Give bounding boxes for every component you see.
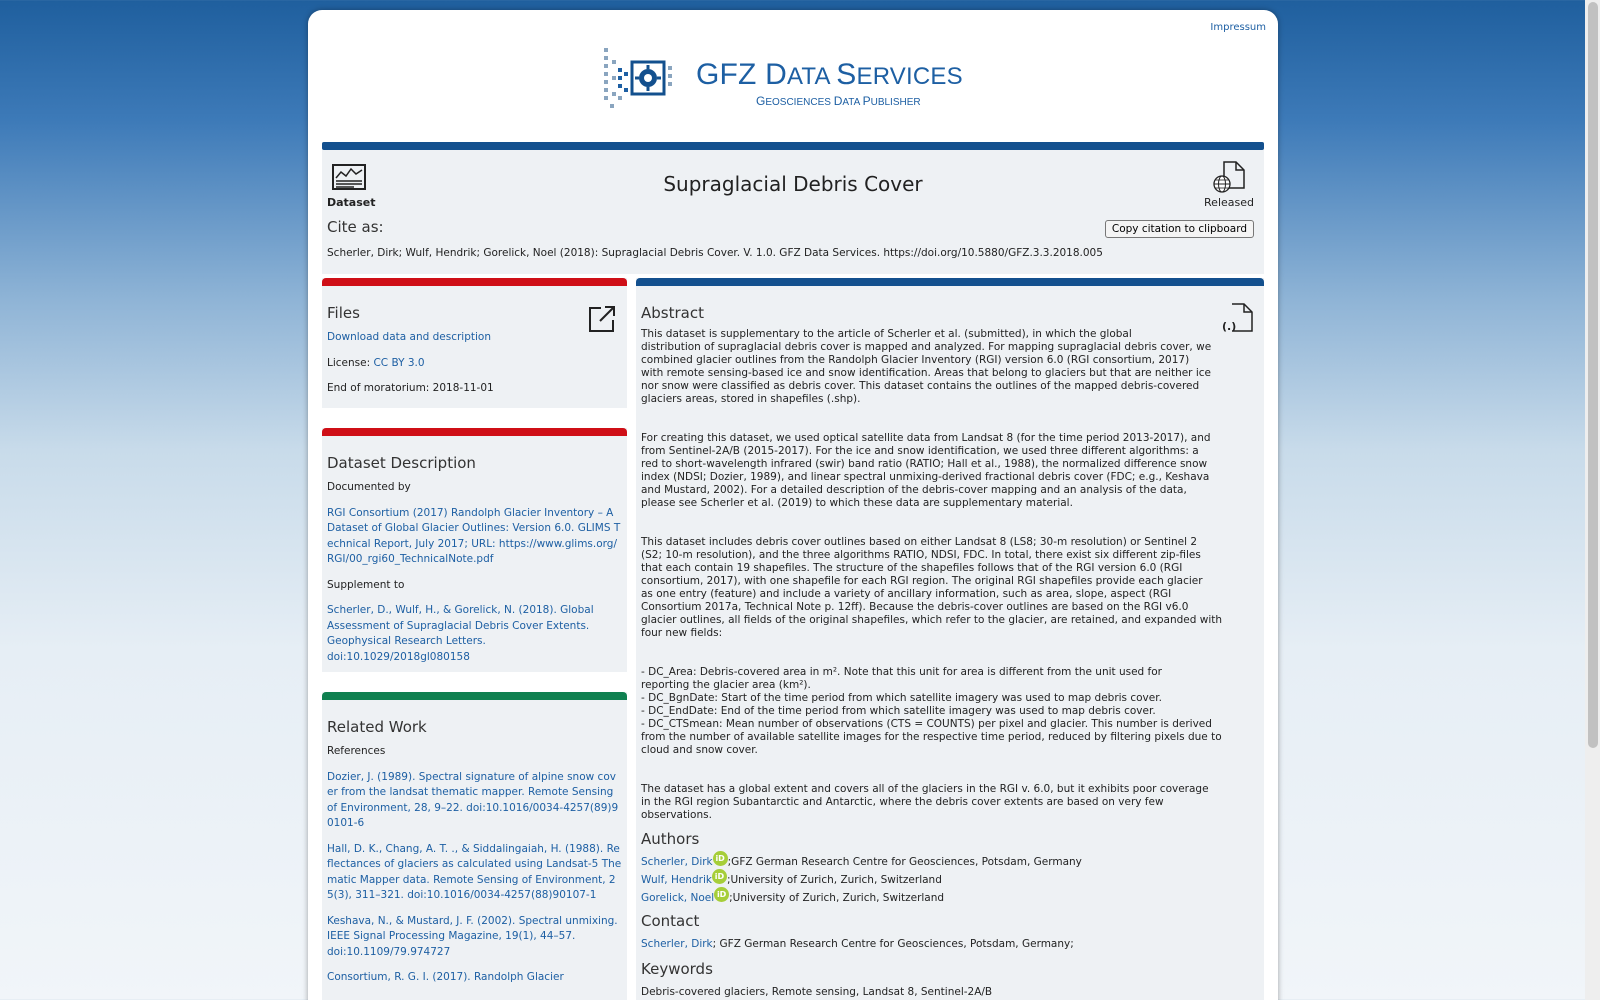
release-status: Released — [1204, 196, 1254, 209]
contact-name[interactable]: Scherler, Dirk — [641, 938, 713, 950]
orcid-icon[interactable]: iD — [714, 887, 729, 902]
cite-as-label: Cite as: — [327, 218, 384, 236]
files-bar — [322, 278, 627, 286]
license-link[interactable]: CC BY 3.0 — [373, 356, 425, 369]
impressum-link[interactable]: Impressum — [1210, 22, 1266, 33]
description-bar — [322, 428, 627, 436]
orcid-icon[interactable]: iD — [712, 869, 727, 884]
abstract-body — [641, 328, 1254, 822]
scrollbar-thumb[interactable] — [1588, 2, 1598, 748]
logo-mark-icon — [604, 46, 694, 112]
author-affiliation: ;University of Zurich, Zurich, Switzerland — [726, 874, 942, 886]
files-panel — [322, 278, 627, 408]
files-title: Files — [327, 304, 360, 322]
license-label: License: — [327, 356, 374, 369]
copy-citation-button[interactable]: Copy citation to clipboard — [1105, 220, 1254, 238]
contact-row — [641, 938, 1264, 950]
author-row — [641, 892, 1264, 904]
dataset-description-panel — [322, 428, 627, 672]
dataset-type-label: Dataset — [327, 196, 376, 209]
author-row — [641, 874, 1264, 886]
reference-item[interactable]: Hall, D. K., Chang, A. T. ., & Siddalingaiah, H. (1988). Reflectances of glaciers as calculated using Landsat-5 Thematic Mapper data. Remote Sensing of Environment, 25(3), 311–321. doi:10.1016/0034-4257(88)90107-1 — [327, 842, 622, 901]
logo-title: GFZ DATA SERVICES — [696, 58, 963, 91]
abstract-paragraph: This dataset includes debris cover outlines based on either Landsat 8 (LS8; 30-m resolution) or Sentinel 2 (S2; 10-m resolution), and the three algorithms RATIO, NDSI, FDC. In total, there exist six different zip-files that each contain 19 shapefiles. The structure of the shapefiles follows that of the RGI version 6.0 (RGI consortium, 2017), with one shapefile for each RGI region. The original RGI shapefiles provide each glacier as one entry (feature) and include a variety of ancillary information, such as area, slope, aspect (RGI Consortium 2017a, Technical Note p. 12ff). Because the debris-cover outlines are based on the RGI v6.0 glacier outlines, all fields of the original shapefiles, which refer to the glacier, are retained, and expanded with four new fields: — [641, 536, 1223, 639]
orcid-icon[interactable]: iD — [713, 851, 728, 866]
abstract-title: Abstract — [641, 304, 704, 322]
reference-item[interactable]: Keshava, N., & Mustard, J. F. (2002). Spectral unmixing. IEEE Signal Processing Magazine, 19(1), 44–57. doi:10.1109/79.974727 — [327, 914, 618, 958]
keywords-title: Keywords — [641, 960, 713, 978]
contact-title: Contact — [641, 912, 700, 930]
supplement-reference[interactable]: Scherler, D., Wulf, H., & Gorelick, N. (2018). Global Assessment of Supraglacial Debris Cover Extents. Geophysical Research Letters. doi:10.1029/2018gl080158 — [327, 604, 594, 663]
author-row — [641, 856, 1264, 868]
reference-item[interactable]: Dozier, J. (1989). Spectral signature of alpine snow cover from the landsat thematic mapper. Remote Sensing of Environment, 28, 9–22. doi:10.1016/0034-4257(89)90101-6 — [327, 770, 619, 829]
external-link-icon[interactable] — [587, 304, 617, 334]
header-bar — [322, 142, 1264, 150]
abstract-paragraph: The dataset has a global extent and covers all of the glaciers in the RGI v. 6.0, but it exhibits poor coverage in the RGI region Subantarctic and Antarctic, where the debris cover extents are based on very few observations. — [641, 783, 1209, 821]
author-name[interactable]: Scherler, Dirk — [641, 856, 713, 868]
abstract-panel — [636, 278, 1264, 1000]
supplement-to-label: Supplement to — [327, 578, 405, 591]
author-name[interactable]: Wulf, Hendrik — [641, 874, 712, 886]
keywords-list: Debris-covered glaciers, Remote sensing, Landsat 8, Sentinel-2A/B — [641, 986, 993, 998]
author-affiliation: ;GFZ German Research Centre for Geosciences, Potsdam, Germany — [727, 856, 1082, 868]
moratorium-line: End of moratorium: 2018-11-01 — [327, 382, 494, 394]
page-scrollbar[interactable] — [1585, 0, 1600, 1000]
page-container — [308, 10, 1278, 1000]
reference-item[interactable]: Consortium, R. G. I. (2017). Randolph Glacier — [327, 971, 564, 983]
related-work-panel — [322, 692, 627, 1000]
logo-subtitle: GEOSCIENCES DATA PUBLISHER — [756, 94, 921, 108]
released-globe-icon — [1212, 160, 1246, 194]
documented-by-label: Documented by — [327, 481, 411, 493]
abstract-bar — [636, 278, 1264, 286]
authors-title: Authors — [641, 830, 700, 848]
license-line — [327, 356, 622, 372]
related-bar — [322, 692, 627, 700]
download-link[interactable]: Download data and description — [327, 331, 491, 343]
citation-text: Scherler, Dirk; Wulf, Hendrik; Gorelick, Noel (2018): Supraglacial Debris Cover. V. 1.0. GFZ Data Services. https://doi.org/10.5880/GFZ.3.3.2018.005 — [327, 247, 1103, 259]
abstract-paragraph: For creating this dataset, we used optical satellite data from Landsat 8 (for the time period 2013-2017), and from Sentinel-2A/B (2015-2017). For the ice and snow identification, we used three different algorithms: a red to short-wavelength infrared (swir) band ratio (RATIO; Hall et al., 1988), the normalized difference snow index (NDSI; Dozier, 1989), and linear spectral unmixing-derived fractional debris cover (FDC; e.g., Keshava and Mustard, 2002). For a detailed description of the debris-cover mapping and an analysis of the data, please see Scherler et al. (2019) to which these data are supplementary material. — [641, 432, 1211, 509]
author-affiliation: ;University of Zurich, Zurich, Switzerland — [729, 892, 945, 904]
author-name[interactable]: Gorelick, Noel — [641, 892, 715, 904]
gfz-logo[interactable] — [604, 46, 984, 112]
citation-export-icon[interactable] — [1222, 302, 1254, 334]
page-title: Supraglacial Debris Cover — [663, 172, 923, 196]
references-label: References — [327, 745, 386, 757]
description-title: Dataset Description — [327, 454, 476, 472]
abstract-paragraph: This dataset is supplementary to the article of Scherler et al. (submitted), in which the global distribution of supraglacial debris cover is mapped and analyzed. For mapping supraglacial debris cover, we combined glacier outlines from the Randolph Glacier Inventory (RGI) version 6.0 (RGI consortium, 2017) with remote sensing-based ice and snow identification. Areas that belong to glaciers but that are neither ice nor snow were classified as debris cover. This dataset contains the outlines of the mapped debris-covered glaciers areas, stored in shapefiles (.shp). — [641, 328, 1212, 405]
documented-by-reference[interactable]: RGI Consortium (2017) Randolph Glacier Inventory – A Dataset of Global Glacier Outlines: Version 6.0. GLIMS Technical Report, July 2017; URL: https://www.glims.org/RGI/00_rgi60_TechnicalNote.pdf — [327, 506, 621, 565]
dataset-header-panel — [322, 142, 1264, 274]
svg-text:(.): (.) — [1222, 320, 1237, 333]
contact-affiliation: ; GFZ German Research Centre for Geosciences, Potsdam, Germany; — [712, 938, 1074, 950]
abstract-paragraph: - DC_Area: Debris-covered area in m². Note that this unit for area is different from the unit used for reporting the glacier area (km²). - DC_BgnDate: Start of the time period from which satellite imagery was used to map debris cover. - DC_EndDate: End of the time period from which satellite imagery was used to map debris cover. - DC_CTSmean: Mean number of observations (CTS = COUNTS) per pixel and glacier. This number is derived from the number of available satellite images for the respective time period, reduced by filtering pixels due to cloud and snow cover. — [641, 666, 1222, 756]
related-title: Related Work — [327, 718, 427, 736]
